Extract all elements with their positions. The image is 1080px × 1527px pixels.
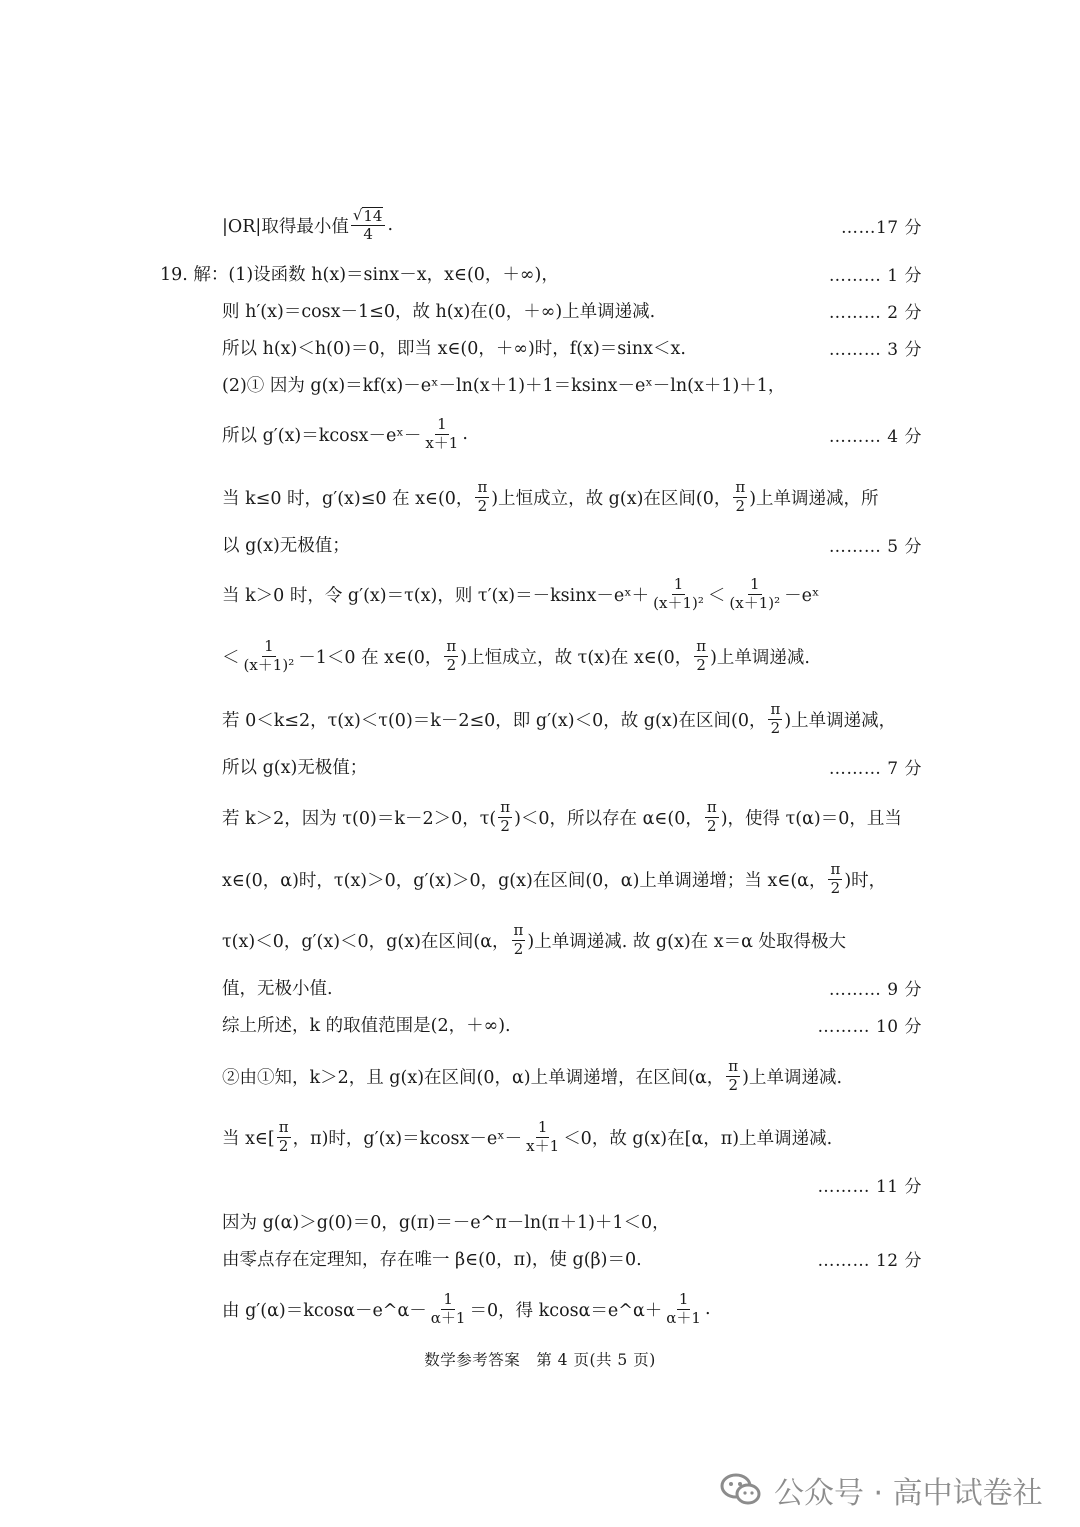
numerator: π [728, 1057, 739, 1076]
text: 若 k＞2，因为 τ(0)＝k－2＞0，τ( [222, 808, 497, 829]
radicand: 14 [363, 206, 383, 225]
text: ，π)时，g′(x)＝kcosx－eˣ－ [292, 1128, 523, 1149]
q19-line-8 [0, 570, 1080, 618]
fraction [423, 416, 460, 452]
fraction [512, 922, 526, 958]
text: 值，无极小值. [222, 978, 333, 999]
numerator: 1 [264, 637, 274, 656]
text: τ(x)＜0，g′(x)＜0，g(x)在区间(α， [222, 931, 510, 952]
text: ＜0，故 g(x)在[α，π)上单调递减. [563, 1128, 833, 1149]
q19-line-7 [0, 531, 1080, 557]
numerator: π [278, 1118, 289, 1137]
q19-line-9 [0, 632, 1080, 680]
text: 因为 g(α)＞g(0)＝0，g(π)＝－e^π－ln(π＋1)＋1＜0， [222, 1212, 670, 1233]
text: )上恒成立，故 g(x)在区间(0， [491, 488, 732, 509]
wechat-icon [720, 1471, 762, 1509]
text: (2)① 因为 g(x)＝kf(x)－eˣ－ln(x＋1)＋1＝ksinx－eˣ－ln(x＋1)＋1， [222, 375, 786, 396]
q19-line-11 [0, 753, 1080, 779]
score: ……… 9 分 [828, 979, 922, 1000]
q19-line-12 [0, 793, 1080, 841]
line-top [0, 202, 1080, 248]
score: ……… 4 分 [828, 426, 922, 447]
denominator: 4 [363, 225, 373, 243]
q19-line-4 [0, 371, 1080, 397]
denominator: 2 [707, 816, 717, 835]
text: 所以 h(x)＜h(0)＝0，即当 x∈(0，＋∞)时，f(x)＝sinx＜x. [222, 338, 686, 359]
denominator: 2 [513, 939, 524, 958]
denominator: 2 [770, 718, 781, 737]
fraction [726, 1058, 740, 1094]
q19-line-15 [0, 974, 1080, 1000]
q19-line-2 [0, 297, 1080, 323]
text: |OR|取得最小值 [222, 216, 349, 237]
text: )＜0，所以存在 α∈(0， [514, 808, 703, 829]
text: )时， [844, 870, 887, 891]
numerator: 1 [443, 1290, 453, 1309]
q19-line-18 [0, 1113, 1080, 1161]
numerator: π [706, 798, 717, 817]
denominator: x＋1 [425, 433, 459, 452]
q19-line-22 [0, 1285, 1080, 1333]
score: ……… 7 分 [828, 758, 922, 779]
score: ……17 分 [840, 217, 922, 238]
numerator: π [735, 478, 746, 497]
denominator: x＋1 [526, 1136, 560, 1155]
q19-line-19 [0, 1171, 1080, 1197]
q19-line-3 [0, 334, 1080, 360]
fraction [651, 576, 706, 612]
q19-line-10 [0, 695, 1080, 743]
watermark [720, 1462, 1043, 1518]
denominator: α＋1 [666, 1308, 701, 1327]
denominator: α＋1 [430, 1308, 466, 1327]
text: ＜ [707, 585, 726, 606]
denominator: 2 [477, 496, 488, 515]
score: ……… 2 分 [828, 302, 922, 323]
text: 若 0＜k≤2，τ(x)＜τ(0)＝k－2≤0，即 g′(x)＜0，故 g(x)在区间(0， [222, 710, 767, 731]
fraction [475, 479, 489, 515]
text: 由零点存在定理知，存在唯一 β∈(0，π)，使 g(β)＝0. [222, 1249, 642, 1270]
text: 当 k＞0 时，令 g′(x)＝τ(x)，则 τ′(x)＝－ksinx－eˣ＋ [222, 585, 650, 606]
q19-line-16 [0, 1011, 1080, 1037]
denominator: (x＋1)² [243, 655, 295, 674]
text: ②由①知，k＞2，且 g(x)在区间(0，α)上单调递增，在区间(α， [222, 1067, 725, 1088]
fraction [828, 861, 842, 897]
score: ……… 3 分 [828, 339, 922, 360]
fraction [444, 638, 458, 674]
denominator: 2 [446, 655, 457, 674]
numerator: π [830, 860, 841, 879]
text: 当 k≤0 时，g′(x)≤0 在 x∈(0， [222, 488, 474, 509]
numerator: 1 [537, 1118, 548, 1137]
numerator: π [446, 637, 457, 656]
fraction [351, 207, 386, 244]
q19-line-17 [0, 1052, 1080, 1100]
text: )上单调递减. 故 g(x)在 x＝α 处取得极大 [527, 931, 846, 952]
text: 所以 g(x)无极值； [222, 757, 368, 778]
score: ……… 1 分 [828, 265, 922, 286]
score: ……… 10 分 [817, 1016, 922, 1037]
q19-line-6 [0, 473, 1080, 521]
q19-line-20 [0, 1208, 1080, 1234]
text: )上单调递减. [742, 1067, 843, 1088]
fraction [768, 701, 782, 737]
denominator: 2 [830, 878, 841, 897]
numerator: π [513, 921, 524, 940]
numerator: π [696, 637, 707, 656]
numerator: π [770, 700, 781, 719]
denominator: 2 [500, 816, 510, 835]
fraction [733, 479, 747, 515]
score: ……… 11 分 [817, 1176, 922, 1197]
fraction [705, 799, 719, 835]
text: ＝0，得 kcosα＝e^α＋ [469, 1300, 663, 1321]
q19-line-13 [0, 855, 1080, 903]
fraction [277, 1119, 291, 1155]
denominator: 2 [278, 1136, 289, 1155]
text: 综上所述，k 的取值范围是(2，＋∞). [222, 1015, 511, 1036]
text: 则 h′(x)＝cosx－1≤0，故 h(x)在(0，＋∞)上单调递减. [222, 301, 656, 322]
page-footer: 数学参考答案 第 4 页(共 5 页) [424, 1351, 656, 1369]
text: 以 g(x)无极值； [222, 535, 350, 556]
sqrt: √ 14 [351, 207, 386, 226]
numerator: 1 [437, 415, 447, 434]
text: 19. 解：(1)设函数 h(x)＝sinx－x，x∈(0，＋∞)， [160, 264, 559, 285]
text: . [704, 1299, 711, 1319]
numerator: π [477, 478, 488, 497]
q19-line-21 [0, 1245, 1080, 1271]
denominator: (x＋1)² [653, 593, 704, 612]
text: )上单调递减， [784, 710, 897, 731]
score: ……… 12 分 [817, 1250, 922, 1271]
text: . [462, 424, 468, 444]
text: )，使得 τ(α)＝0，且当 [720, 808, 902, 829]
text: )上恒成立，故 τ(x)在 x∈(0， [460, 647, 693, 668]
denominator: 2 [735, 496, 746, 515]
numerator: 1 [678, 1290, 689, 1309]
text: －1＜0 在 x∈(0， [298, 647, 443, 668]
fraction [694, 638, 708, 674]
denominator: (x＋1)² [729, 593, 781, 612]
text: 当 x∈[ [222, 1128, 275, 1149]
watermark-text: 公众号 · 高中试卷社 [774, 1476, 1043, 1511]
denominator: 2 [696, 655, 706, 674]
fraction [524, 1119, 561, 1155]
text: )上单调递减，所 [749, 488, 879, 509]
text: x∈(0，α)时，τ(x)＞0，g′(x)＞0，g(x)在区间(0，α)上单调递增；当 x∈(α， [222, 870, 827, 891]
score: ……… 5 分 [828, 536, 922, 557]
numerator: 1 [673, 575, 684, 594]
text: 由 g′(α)＝kcosα－e^α－ [222, 1300, 427, 1321]
fraction [429, 1291, 468, 1327]
fraction [242, 638, 297, 674]
text: －eˣ [784, 585, 820, 606]
q19-line-1 [0, 260, 1080, 286]
numerator: π [500, 798, 511, 817]
text: ＜ [222, 647, 240, 668]
text: )上单调递减. [710, 647, 810, 668]
denominator: 2 [728, 1075, 738, 1094]
q19-line-14 [0, 916, 1080, 964]
q19-line-5 [0, 410, 1080, 458]
fraction [664, 1291, 703, 1327]
fraction [498, 799, 512, 835]
fraction [727, 576, 782, 612]
numerator: 1 [750, 575, 760, 594]
text: 所以 g′(x)＝kcosx－eˣ－ [222, 425, 422, 446]
text: . [387, 215, 394, 235]
